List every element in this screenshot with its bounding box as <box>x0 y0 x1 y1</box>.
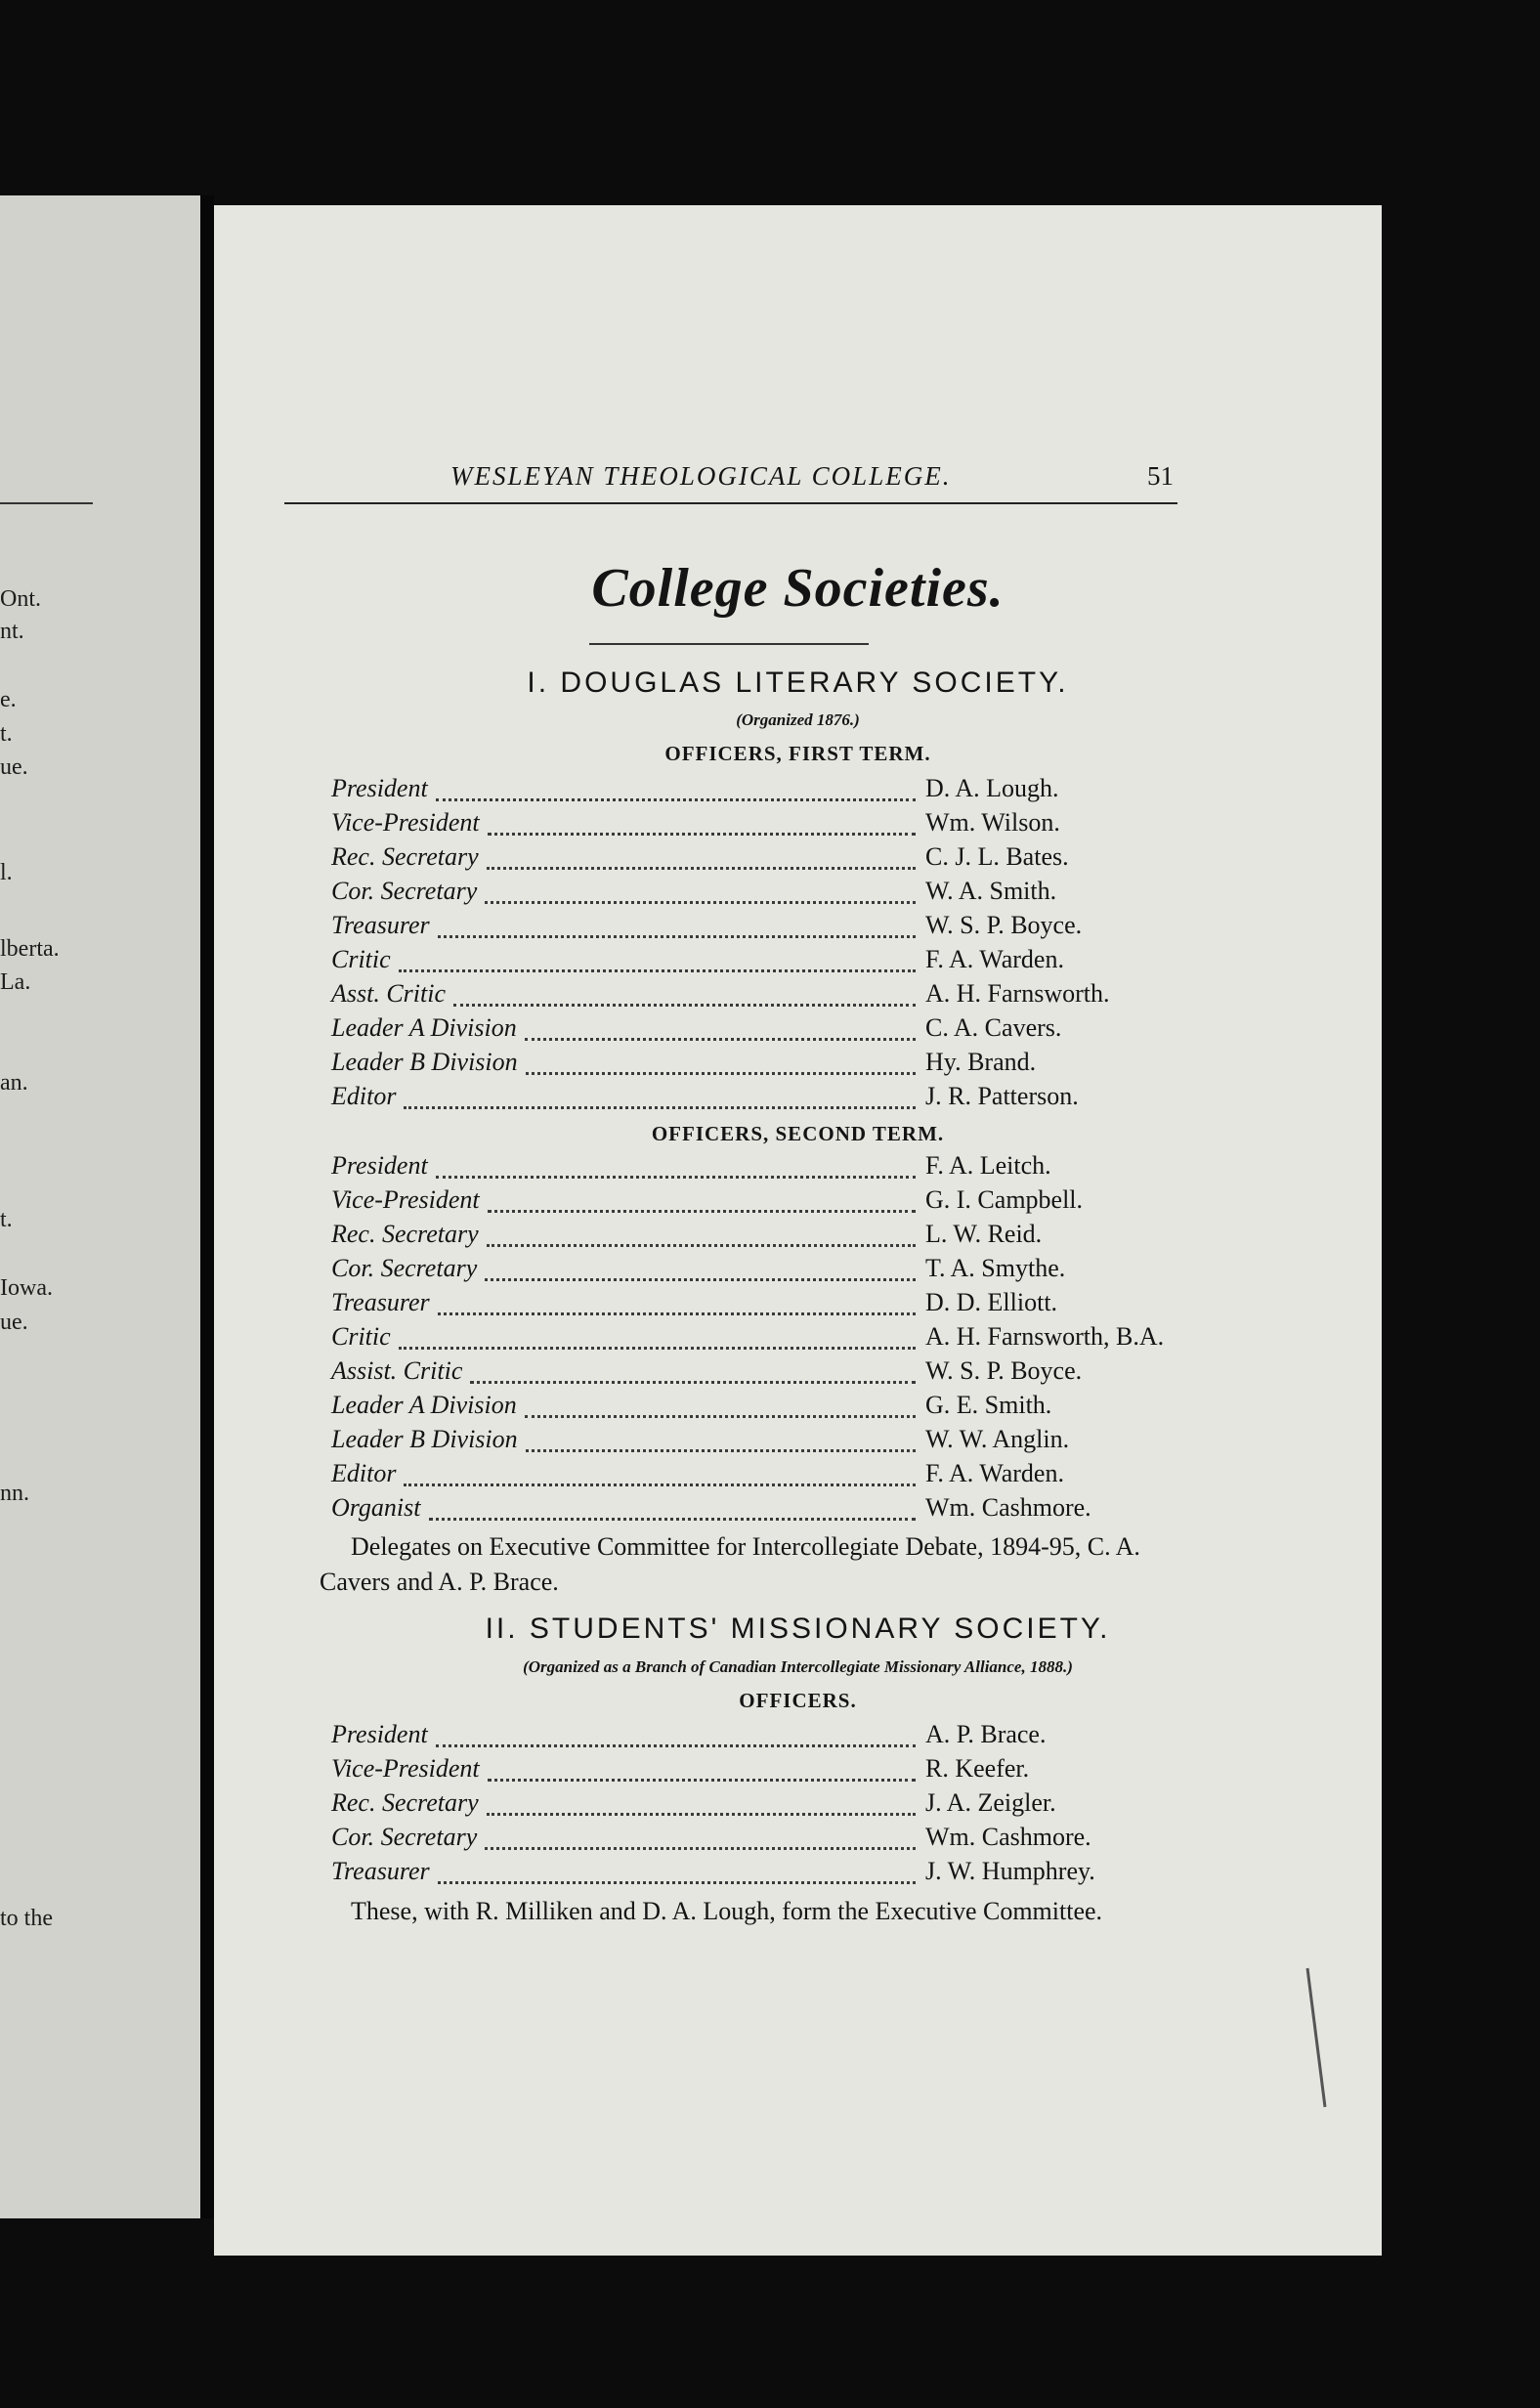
dot-leader <box>526 1448 916 1452</box>
left-fragment-line: Ont. <box>0 586 41 612</box>
dot-leader <box>488 1209 916 1213</box>
officer-name: Wm. Cashmore. <box>925 1823 1091 1851</box>
officer-name: R. Keefer. <box>925 1754 1030 1783</box>
header-rule <box>284 502 1177 504</box>
officer-role: Treasurer <box>331 1857 430 1885</box>
officer-role: President <box>331 1720 428 1748</box>
officer-role: President <box>331 774 428 802</box>
officer-name: G. E. Smith. <box>925 1391 1052 1419</box>
dot-leader <box>399 968 916 972</box>
left-fragment-line: t. <box>0 1207 13 1232</box>
officer-name: A. H. Farnsworth, B.A. <box>925 1322 1165 1351</box>
left-page-rule <box>0 502 93 504</box>
left-fragment-line: l. <box>0 860 13 885</box>
left-fragment-line: lberta. <box>0 936 60 962</box>
dot-leader <box>470 1380 916 1384</box>
officer-role: Vice-President <box>331 1754 480 1783</box>
dot-leader <box>438 1312 916 1315</box>
dot-leader <box>438 1880 916 1884</box>
dot-leader <box>488 1778 916 1782</box>
dot-leader <box>436 1175 916 1179</box>
officer-row <box>331 1082 1181 1115</box>
officer-row <box>331 842 1181 876</box>
left-fragment-line: Iowa. <box>0 1275 53 1301</box>
officer-role: Leader B Division <box>331 1048 518 1076</box>
officer-row <box>331 808 1181 841</box>
officer-row <box>331 1493 1181 1526</box>
officer-row <box>331 774 1181 807</box>
officer-name: J. A. Zeigler. <box>925 1788 1056 1817</box>
officer-role: Leader A Division <box>331 1391 517 1419</box>
officer-role: Rec. Secretary <box>331 842 479 871</box>
dot-leader <box>487 1812 916 1816</box>
book-page <box>214 205 1382 2256</box>
dot-leader <box>429 1517 917 1521</box>
society-heading: I. DOUGLAS LITERARY SOCIETY. <box>527 666 1069 699</box>
dot-leader <box>488 832 916 836</box>
officer-name: D. D. Elliott. <box>925 1288 1058 1316</box>
left-fragment-line: ue. <box>0 1310 28 1335</box>
officer-row <box>331 1459 1181 1492</box>
officers-heading: OFFICERS, FIRST TERM. <box>664 742 931 765</box>
page-number: 51 <box>1147 461 1174 491</box>
dot-leader <box>526 1071 916 1075</box>
officer-row <box>331 1720 1181 1753</box>
officer-name: W. A. Smith. <box>925 877 1057 905</box>
officer-row <box>331 1754 1181 1787</box>
officer-row <box>331 1288 1181 1321</box>
left-fragment-line: to the <box>0 1906 53 1931</box>
title-rule <box>589 643 869 645</box>
officer-name: C. A. Cavers. <box>925 1013 1062 1042</box>
officer-role: Asst. Critic <box>331 979 447 1008</box>
officer-row <box>331 1254 1181 1287</box>
officer-role: Vice-President <box>331 808 480 837</box>
officer-role: Critic <box>331 1322 391 1351</box>
officer-row <box>331 1185 1181 1219</box>
officer-row <box>331 945 1181 978</box>
officer-role: Assist. Critic <box>331 1356 463 1385</box>
officer-role: Cor. Secretary <box>331 877 478 905</box>
delegates-paragraph: Delegates on Executive Committee for Intercollegiate Debate, 1894-95, C. A. Cavers and A. P. Brace. <box>320 1532 1140 1596</box>
left-fragment-line: e. <box>0 687 17 712</box>
dot-leader <box>485 1277 916 1281</box>
officer-name: G. I. Campbell. <box>925 1185 1084 1214</box>
dot-leader <box>453 1003 916 1007</box>
officer-row <box>331 1425 1181 1458</box>
section-title: College Societies. <box>591 558 1005 619</box>
officer-role: Organist <box>331 1493 421 1522</box>
officer-name: W. S. P. Boyce. <box>925 1356 1083 1385</box>
officer-role: President <box>331 1151 428 1180</box>
dot-leader <box>404 1105 916 1109</box>
officer-name: F. A. Warden. <box>925 945 1064 973</box>
dot-leader <box>525 1414 916 1418</box>
executive-paragraph: These, with R. Milliken and D. A. Lough, form the Executive Committee. <box>351 1897 1103 1925</box>
officer-name: J. W. Humphrey. <box>925 1857 1095 1885</box>
officer-name: C. J. L. Bates. <box>925 842 1069 871</box>
officer-role: Vice-President <box>331 1185 480 1214</box>
officer-row <box>331 1788 1181 1822</box>
dot-leader <box>436 1743 916 1747</box>
dot-leader <box>485 1846 916 1850</box>
officer-role: Treasurer <box>331 1288 430 1316</box>
officer-row <box>331 1151 1181 1184</box>
officer-name: Hy. Brand. <box>925 1048 1037 1076</box>
dot-leader <box>399 1346 916 1350</box>
officer-role: Editor <box>331 1459 397 1487</box>
left-fragment-line: nt. <box>0 619 24 644</box>
officers-heading: OFFICERS. <box>739 1689 857 1712</box>
dot-leader <box>525 1037 916 1041</box>
officer-role: Leader A Division <box>331 1013 517 1042</box>
officer-role: Rec. Secretary <box>331 1788 479 1817</box>
officer-row <box>331 1391 1181 1424</box>
officer-name: F. A. Leitch. <box>925 1151 1051 1180</box>
dot-leader <box>404 1483 916 1486</box>
officer-name: T. A. Smythe. <box>925 1254 1066 1282</box>
organized-note: (Organized as a Branch of Canadian Intercollegiate Missionary Alliance, 1888.) <box>523 1657 1073 1676</box>
officer-name: W. S. P. Boyce. <box>925 911 1083 939</box>
officer-name: D. A. Lough. <box>925 774 1059 802</box>
left-page-fragment <box>0 195 200 2218</box>
officer-row <box>331 1857 1181 1890</box>
officer-row <box>331 877 1181 910</box>
officer-row <box>331 1322 1181 1355</box>
left-fragment-line: an. <box>0 1070 28 1096</box>
officer-name: A. H. Farnsworth. <box>925 979 1110 1008</box>
left-fragment-line: ue. <box>0 754 28 780</box>
officer-row <box>331 1048 1181 1081</box>
organized-note: (Organized 1876.) <box>736 710 860 729</box>
officer-row <box>331 1356 1181 1390</box>
dot-leader <box>436 797 916 801</box>
officer-role: Leader B Division <box>331 1425 518 1453</box>
officer-row <box>331 1823 1181 1856</box>
officer-name: F. A. Warden. <box>925 1459 1064 1487</box>
officer-name: J. R. Patterson. <box>925 1082 1079 1110</box>
officer-name: Wm. Cashmore. <box>925 1493 1091 1522</box>
officer-name: A. P. Brace. <box>925 1720 1047 1748</box>
officer-row <box>331 911 1181 944</box>
officer-row <box>331 1220 1181 1253</box>
dot-leader <box>487 1243 916 1247</box>
book-binding-gutter <box>200 195 214 2218</box>
officer-role: Critic <box>331 945 391 973</box>
dot-leader <box>485 900 916 904</box>
officer-row <box>331 1013 1181 1047</box>
running-head: WESLEYAN THEOLOGICAL COLLEGE. <box>450 461 952 491</box>
officer-name: L. W. Reid. <box>925 1220 1043 1248</box>
officer-role: Cor. Secretary <box>331 1254 478 1282</box>
pencil-mark-annotation <box>1305 1964 1329 2111</box>
left-fragment-line: nn. <box>0 1481 29 1506</box>
left-fragment-line: La. <box>0 969 31 995</box>
officer-name: Wm. Wilson. <box>925 808 1060 837</box>
officer-row <box>331 979 1181 1012</box>
officer-name: W. W. Anglin. <box>925 1425 1070 1453</box>
dot-leader <box>487 866 916 870</box>
officers-heading: OFFICERS, SECOND TERM. <box>651 1122 945 1145</box>
officer-role: Editor <box>331 1082 397 1110</box>
dot-leader <box>438 934 916 938</box>
officer-role: Treasurer <box>331 911 430 939</box>
officer-role: Rec. Secretary <box>331 1220 479 1248</box>
officer-role: Cor. Secretary <box>331 1823 478 1851</box>
left-fragment-line: t. <box>0 721 13 747</box>
society-heading: II. STUDENTS' MISSIONARY SOCIETY. <box>485 1612 1111 1645</box>
